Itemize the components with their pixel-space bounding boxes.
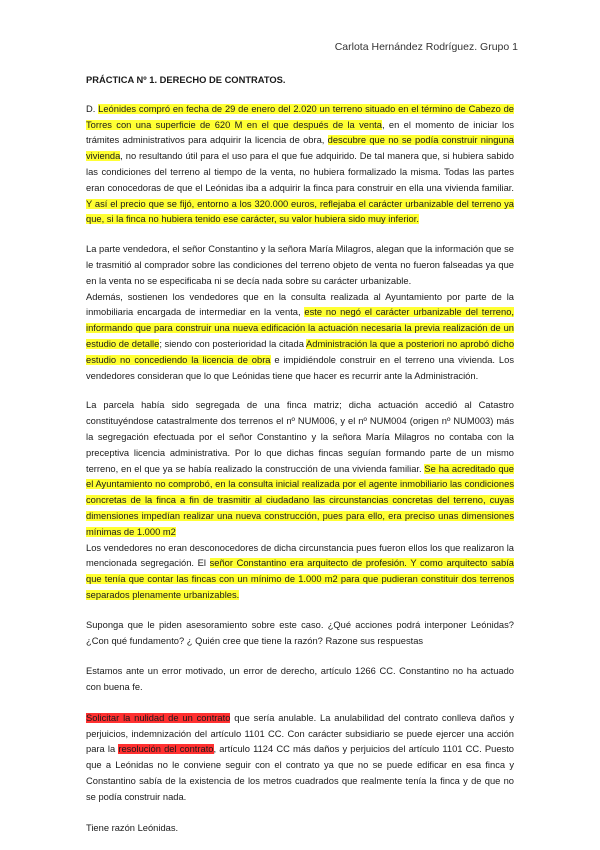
paragraph: [86, 398, 514, 540]
paragraph: [86, 821, 514, 837]
text-segment: , no resultando útil para el uso para el que fue adquirido. De tal manera que, si hubiera sabido las condiciones del terreno al tiempo de la venta, no hubiera formalizado la misma. Todas las partes eran conocedoras de que el Leónidas iba a adquirir la finca para construir en ella una vivienda familiar.: [86, 151, 514, 193]
highlighted-text: Se ha acreditado que el Ayuntamiento no comprobó, en la consulta inicial realizada por el agente inmobiliario las condiciones concretas de la finca a fin de trasmitir al ciudadano las circunstancias concretas del terreno, cuyas dimensiones impedían realizar una nueva construcción, pues para ello, era preciso unas dimensiones mínimas de 1.000 m2: [86, 463, 514, 537]
highlighted-text: señor Constantino era arquitecto de profesión. Y como arquitecto sabía que tenía que contar las fincas con un mínimo de 1.000 m2 para que pudieran constituir dos terrenos separados plenamente urbanizables.: [86, 558, 514, 600]
paragraph: [86, 242, 514, 289]
paragraph: [86, 711, 514, 806]
paragraph: [86, 618, 514, 650]
text-segment: , artículo 1124 CC más daños y perjuicios del artículo 1101 CC. Puesto que a Leónidas no le conviene seguir con el contrato ya que no se puede edificar en esa finca y Constantino sabía de la existencia de los metros cuadrados que realmente tenía la finca y de que no se podía construir nada.: [86, 744, 515, 802]
text-segment: La parcela había sido segregada de una finca matriz; dicha actuación accedió al Catastro constituyéndose catastralmente dos terrenos el nº NUM006, y el nº NUM004 (origen nº NUM003) más la segregación efectuada por el señor Constantino y la señora María Milagros no contaba con la preceptiva licencia administrativa. Por lo que dichas fincas seguían formando parte de un mismo terreno, en el que ya se había realizado la construcción de una vivienda familiar.: [86, 400, 514, 474]
text-segment: La parte vendedora, el señor Constantino y la señora María Milagros, alegan que la información que se le trasmitió al comprador sobre las condiciones del terreno objeto de venta no fueron falseadas ya que en la venta no se especificaba ni se decía nada sobre su carácter urbanizable.: [86, 244, 514, 286]
text-segment: Los vendedores no eran desconocedores de dicha circunstancia pues fueron ellos los que realizaron la mencionada segregación. El: [86, 542, 514, 569]
paragraph-list: [86, 102, 514, 837]
paragraph: [86, 541, 514, 604]
red-highlighted-text: Solicitar la nulidad de un contrato: [86, 712, 231, 723]
paragraph: [86, 664, 514, 696]
paragraph: [86, 102, 514, 228]
text-segment: Tiene razón Leónidas.: [86, 822, 179, 833]
highlighted-text: Administración la que a posteriori no aprobó dicho estudio no concediendo la licencia de obra: [86, 338, 515, 365]
text-segment: que sería anulable. La anulabilidad del contrato conlleva daños y perjuicios, indemnización del artículo 1101 CC. Con carácter subsidiario se puede ejercer una acción para la: [86, 712, 514, 755]
text-segment: ; siendo con posterioridad la citada: [159, 338, 307, 349]
text-segment: , en el momento de iniciar los trámites administrativos para adquirir la licencia de obra,: [86, 119, 514, 146]
highlighted-text: descubre que no se podía construir ninguna vivienda: [86, 135, 514, 162]
text-segment: Suponga que le piden asesoramiento sobre este caso. ¿Qué acciones podrá interponer Leónidas? ¿Con qué fundamento? ¿ Quién cree que tiene la razón? Razone sus respuestas: [86, 619, 514, 646]
paragraph: [86, 290, 514, 385]
text-segment: D.: [86, 103, 99, 114]
text-segment: e impidiéndole construir en el terreno una vivienda. Los vendedores consideran que lo que Leónidas tiene que hacer es recurrir ante la Administración.: [86, 354, 515, 381]
document-title: PRÁCTICA Nº 1. DERECHO DE CONTRATOS.: [86, 75, 286, 85]
document-body: [86, 73, 514, 850]
highlighted-text: Y así el precio que se fijó, entorno a los 320.000 euros, reflejaba el carácter urbanizable del terreno ya que, si la finca no hubiera tenido ese carácter, su valor hubiera sido muy inferior.: [86, 198, 514, 225]
highlighted-text: Leónides compró en fecha de 29 de enero del 2.020 un terreno situado en el término de Cabezo de Torres con una superficie de 620 M en el que después de la venta: [86, 103, 514, 130]
highlighted-text: este no negó el carácter urbanizable del terreno, informando que para construir una nueva edificación la actuación necesaria la previa realización de un estudio de detalle: [86, 307, 514, 349]
text-segment: Estamos ante un error motivado, un error de derecho, artículo 1266 CC. Constantino no ha actuado con buena fe.: [86, 666, 514, 693]
red-highlighted-text: resolución del contrato: [118, 744, 214, 755]
header-author: Carlota Hernández Rodríguez. Grupo 1: [334, 41, 518, 53]
text-segment: Además, sostienen los vendedores que en la consulta realizada al Ayuntamiento por parte de la inmobiliaria encargada de intermediar en la venta,: [86, 291, 514, 318]
